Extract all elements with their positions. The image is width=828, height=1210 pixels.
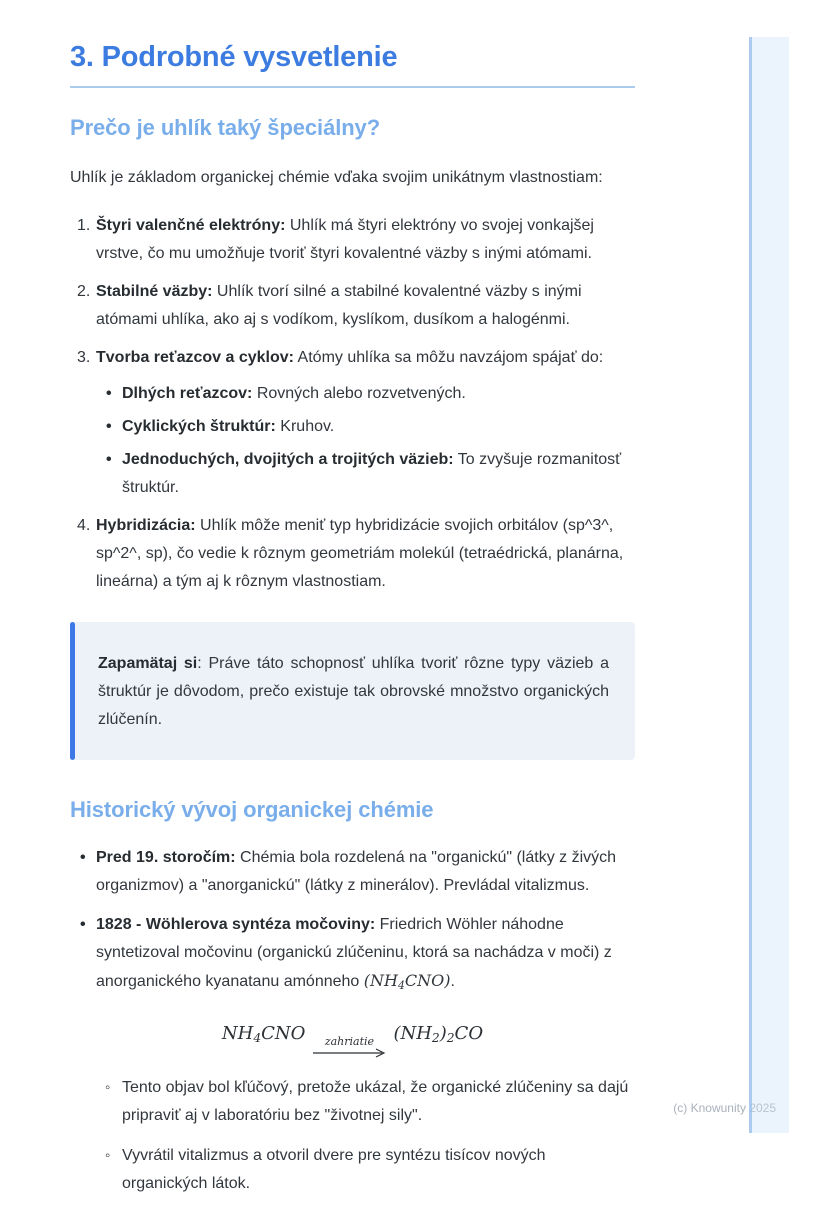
nested-item-cyclic-structures [122,413,635,441]
list-marker: 3. [77,349,91,366]
numbered-list [70,212,635,596]
list-item-text: Atómy uhlíka sa môžu navzájom spájať do: [293,349,604,366]
list-item-text-after: . [450,973,455,990]
list-item-lead: Jednoduchých, dvojitých a trojitých väzieb: [122,451,454,468]
wohler-sub-bullet-list [70,1074,635,1198]
section-heading-history: Historický vývoj organickej chémie [70,797,434,822]
list-item-text: Friedrich Wöhler náhodne syntetizoval močovinu (organickú zlúčeninu, ktorá sa nachádza v moči) z anorganického kyanatanu amónneho [96,916,612,990]
list-item-text: Uhlík môže meniť typ hybridizácie svojich orbitálov (sp^3^, sp^2^, sp), čo vedie k rôznym geometriám molekúl (tetraédrická, planárna, lineárna) a tým aj k rôznym vlastnostiam. [96,517,624,590]
history-bullet-list [70,844,635,997]
list-item-hybridization [77,512,635,596]
list-marker: 2. [77,283,91,300]
list-item-lead: Tvorba reťazcov a cyklov: [96,349,294,366]
callout-lead: Zapamätaj si [98,655,198,672]
callout-text: : Práve táto schopnosť uhlíka tvoriť rôzne typy väzieb a štruktúr je dôvodom, prečo existuje tak obrovské množstvo organických zlúčenín. [98,655,609,728]
sub-bullet-vitalism-refuted: ◦ Vyvrátil vitalizmus a otvoril dvere pre syntézu tisícov nových organických látok. [122,1142,635,1198]
list-item-lead: Hybridizácia: [96,517,196,534]
reaction-arrow [312,1036,386,1058]
list-item-text: Kruhov. [275,418,335,435]
scrollbar[interactable] [749,37,789,1133]
section-heading-carbon: Prečo je uhlík taký špeciálny? [70,115,381,140]
equation-lhs: $NH_4CNO$ [221,1023,306,1046]
bullet-item-wohler-synthesis [96,911,635,997]
list-item-lead: 1828 - Wöhlerova syntéza močoviny: [96,916,376,933]
list-item-text: To zvyšuje rozmanitosť štruktúr. [122,451,622,496]
page-title: 3. Podrobné vysvetlenie [70,41,398,73]
callout-remember-box [70,622,635,760]
list-marker: 4. [77,517,91,534]
title-divider [70,86,635,88]
list-item-text: Uhlík tvorí silné a stabilné kovalentné väzby s inými atómami uhlíka, ako aj s vodíkom, kyslíkom, dusíkom a halogénmi. [96,283,582,328]
list-item-text: Rovných alebo rozvetvených. [252,385,466,402]
equation-rhs: $(NH_2)_2CO$ [393,1023,484,1046]
sub-bullet-key-discovery: ◦ Tento objav bol kľúčový, pretože ukázal, že organické zlúčeniny sa dajú pripraviť aj v laboratóriu bez "životnej sily". [122,1074,635,1130]
nested-item-bond-types [122,446,635,502]
bullet-item-pre-19th-century [96,844,635,900]
chemical-equation [70,1021,635,1058]
right-arrow-icon [312,1048,386,1058]
list-item-lead: Stabilné väzby: [96,283,213,300]
list-item-text: Uhlík má štyri elektróny vo svojej vonkajšej vrstve, čo mu umožňuje tvoriť štyri kovalentné väzby s inými atómami. [96,217,594,262]
list-marker: 1. [77,217,91,234]
list-item-stable-bonds [77,278,635,334]
intro-paragraph: Uhlík je základom organickej chémie vďaka svojim unikátnym vlastnostiam: [70,169,603,186]
list-item-lead: Pred 19. storočím: [96,849,236,866]
nested-bullet-list [96,380,635,502]
footer-copyright: (c) Knowunity 2025 [673,1101,776,1115]
arrow-condition-label: zahriatie [324,1035,375,1048]
inline-formula: $(NH_4CNO)$ [363,971,451,992]
nested-item-long-chains [122,380,635,408]
list-item-lead: Dlhých reťazcov: [122,385,253,402]
list-item-chains-cycles [77,344,635,502]
list-item-valence-electrons [77,212,635,268]
list-item-text: Chémia bola rozdelená na "organickú" (látky z živých organizmov) a "anorganickú" (látky z minerálov). Prevládal vitalizmus. [96,849,617,894]
list-item-lead: Cyklických štruktúr: [122,418,276,435]
document-content [70,0,635,1210]
list-item-lead: Štyri valenčné elektróny: [96,217,286,234]
